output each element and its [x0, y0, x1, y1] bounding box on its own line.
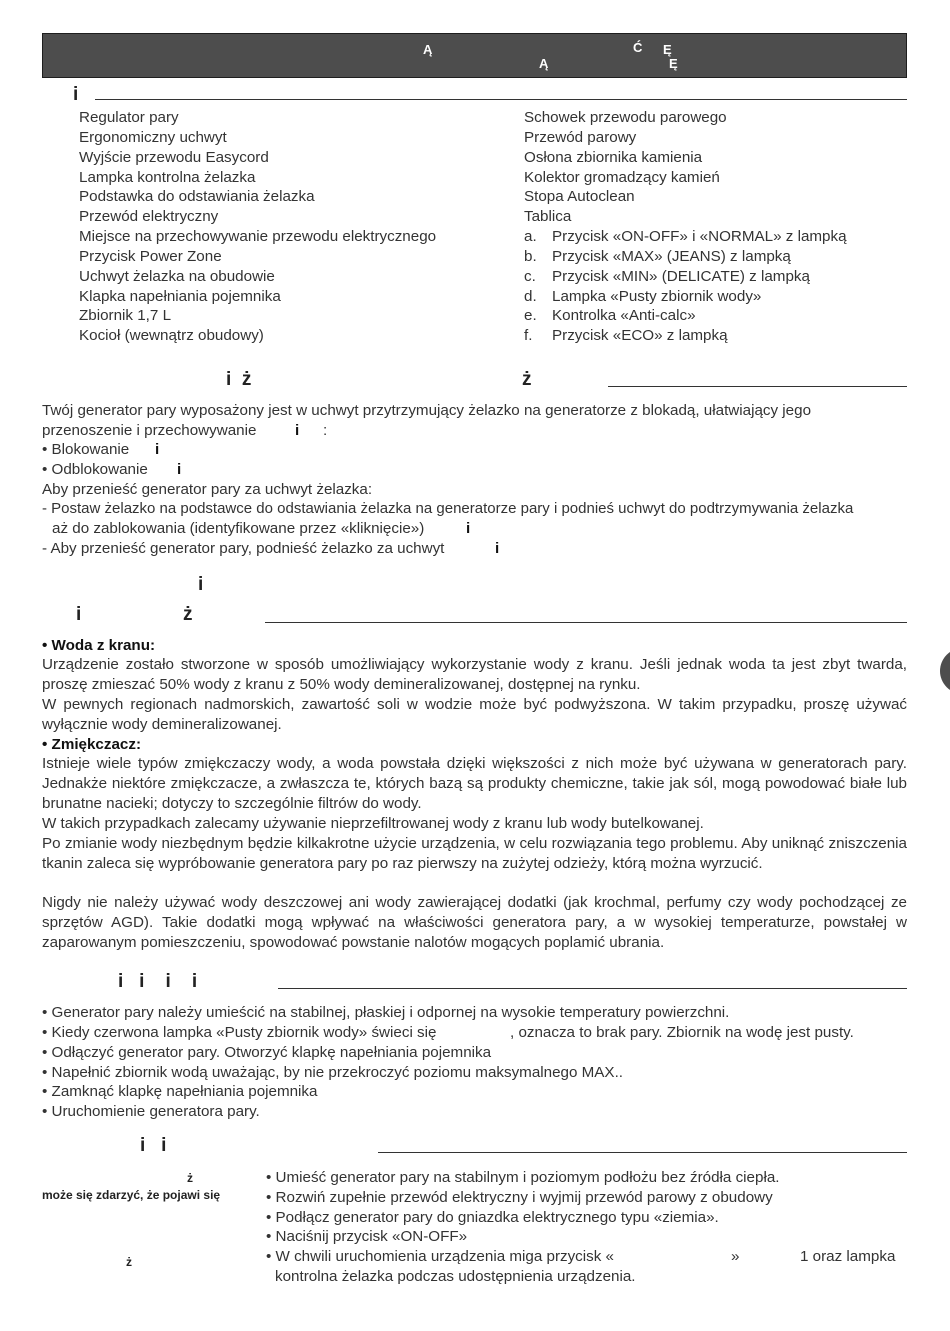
- part-item: Miejsce na przechowywanie przewodu elektrycznego: [79, 228, 437, 245]
- icon-ref: i: [495, 540, 500, 557]
- section-title: i: [198, 574, 204, 595]
- part-item: Kocioł (wewnątrz obudowy): [79, 327, 264, 344]
- header-char: Ę: [663, 42, 672, 57]
- section-rule: [95, 99, 907, 100]
- part-item: Wyjście przewodu Easycord: [79, 149, 269, 166]
- paragraph: Urządzenie zostało stworzone w sposób umożliwiający wykorzystanie wody z kranu. Jeśli jednak woda ta jest zbyt twarda, proszę zmieszać 50% wody z kranu z 50% wody demineralizowanej, dostępnej na rynku.: [42, 656, 907, 693]
- part-item: Regulator pary: [79, 109, 179, 126]
- panel-item-text: Przycisk «MIN» (DELICATE) z lampką: [552, 268, 810, 285]
- dash-item: aż do zablokowania (identyfikowane przez «kliknięcie»): [52, 520, 425, 537]
- paragraph: Po zmianie wody niezbędnym będzie kilkakrotne użycie urządzenia, w celu rozwiązania tego problemu. Aby uniknąć zniszczenia tkanin zaleca się wypróbowanie generatora pary po raz pierwszy na zużytej odzieży, którą można wyrzucić.: [42, 835, 907, 872]
- side-note: ż: [187, 1171, 193, 1185]
- bullet-item: kontrolna żelazka podczas udostępnienia urządzenia.: [275, 1268, 636, 1285]
- panel-item-text: Lampka «Pusty zbiornik wody»: [552, 288, 762, 305]
- panel-item-letter: e.: [524, 307, 537, 324]
- paragraph: Istnieje wiele typów zmiękczaczy wody, a woda powstała dzięki większości z nich może być używana w generatorach pary. Jednakże niektóre zmiękczacze, a zwłaszcza te, których bazą są produkty chemiczne, takie jak sól, mogą powodować białe lub brunatne nacieki; dotyczy to szczególnie filtrów do wody.: [42, 755, 907, 812]
- paragraph: przenoszenie i przechowywanie: [42, 422, 257, 439]
- bullet-item: • W chwili uruchomienia urządzenia miga przycisk «: [266, 1248, 615, 1265]
- part-item: Osłona zbiornika kamienia: [524, 149, 703, 166]
- panel-item-letter: d.: [524, 288, 537, 305]
- section-rule: [378, 1152, 907, 1153]
- icon-ref: i: [295, 422, 300, 439]
- section-title: ż: [183, 604, 193, 625]
- section-title: i: [76, 604, 82, 625]
- panel-item-text: Przycisk «ON-OFF» i «NORMAL» z lampką: [552, 228, 847, 245]
- subheading: • Zmiękczacz:: [42, 736, 142, 753]
- bullet-item: • Napełnić zbiornik wodą uważając, by nie przekroczyć poziomu maksymalnego MAX..: [42, 1064, 624, 1081]
- part-item: Schowek przewodu parowego: [524, 109, 727, 126]
- page-tab: [940, 648, 950, 694]
- panel-item-text: Kontrolka «Anti-calc»: [552, 307, 696, 324]
- part-item: Ergonomiczny uchwyt: [79, 129, 227, 146]
- bullet-item: »: [731, 1248, 740, 1265]
- bullet-item: • Zamknąć klapkę napełniania pojemnika: [42, 1083, 318, 1100]
- icon-ref: i: [155, 441, 160, 458]
- panel-item-letter: f.: [524, 327, 533, 344]
- part-item: Kolektor gromadzący kamień: [524, 169, 720, 186]
- section-title: i i: [140, 1135, 167, 1156]
- section-title: i ż: [226, 369, 252, 390]
- dash-item: - Aby przenieść generator pary, podnieść żelazko za uchwyt: [42, 540, 445, 557]
- part-item: Lampka kontrolna żelazka: [79, 169, 256, 186]
- part-item: Przewód elektryczny: [79, 208, 219, 225]
- bullet-item: • Naciśnij przycisk «ON-OFF»: [266, 1228, 468, 1245]
- panel-item-text: Przycisk «MAX» (JEANS) z lampką: [552, 248, 791, 265]
- header-char: Ą: [539, 56, 549, 71]
- part-item: Tablica: [524, 208, 572, 225]
- panel-item-letter: c.: [524, 268, 536, 285]
- header-char: Ą: [423, 42, 433, 57]
- bullet-item: • Rozwiń zupełnie przewód elektryczny i wyjmij przewód parowy z obudowy: [266, 1189, 773, 1206]
- part-item: Uchwyt żelazka na obudowie: [79, 268, 275, 285]
- part-item: Zbiornik 1,7 L: [79, 307, 172, 324]
- header-char: Ę: [669, 56, 678, 71]
- icon-ref: i: [177, 461, 182, 478]
- side-note: ż: [126, 1255, 132, 1269]
- side-note: może się zdarzyć, że pojawi się: [42, 1188, 221, 1202]
- bullet-item: • Odblokowanie: [42, 461, 148, 478]
- section-rule: [265, 622, 907, 623]
- header-banner: [42, 33, 907, 78]
- icon-ref: i: [466, 520, 471, 537]
- bullet-item: • Podłącz generator pary do gniazdka elektrycznego typu «ziemia».: [266, 1209, 719, 1226]
- bullet-item: • Generator pary należy umieścić na stabilnej, płaskiej i odpornej na wysokie temperatury powierzchni.: [42, 1004, 730, 1021]
- bullet-item: • Umieść generator pary na stabilnym i poziomym podłożu bez źródła ciepła.: [266, 1169, 780, 1186]
- section-title: ż: [522, 369, 532, 390]
- part-item: Stopa Autoclean: [524, 188, 635, 205]
- panel-item-letter: b.: [524, 248, 537, 265]
- dash-item: - Postaw żelazko na podstawce do odstawiania żelazka na generatorze pary i podnieś uchwyt do podtrzymywania żelazka: [42, 500, 854, 517]
- subheading: • Woda z kranu:: [42, 637, 156, 654]
- header-char: Ć: [633, 40, 643, 55]
- paragraph: W pewnych regionach nadmorskich, zawartość soli w wodzie może być podwyższona. W takim przypadku, proszę używać wyłącznie wody demineralizowanej.: [42, 696, 907, 733]
- part-item: Podstawka do odstawiania żelazka: [79, 188, 315, 205]
- section-title: i: [73, 84, 79, 105]
- section-rule: [278, 988, 907, 989]
- paragraph: :: [323, 422, 328, 439]
- panel-item-letter: a.: [524, 228, 537, 245]
- part-item: Klapka napełniania pojemnika: [79, 288, 281, 305]
- panel-item-text: Przycisk «ECO» z lampką: [552, 327, 728, 344]
- paragraph: Aby przenieść generator pary za uchwyt żelazka:: [42, 481, 373, 498]
- bullet-item: , oznacza to brak pary. Zbiornik na wodę jest pusty.: [510, 1024, 854, 1041]
- paragraph: Twój generator pary wyposażony jest w uchwyt przytrzymujący żelazko na generatorze z blokadą, ułatwiający jego: [42, 402, 812, 419]
- part-item: Przycisk Power Zone: [79, 248, 222, 265]
- section-title: i i i i: [118, 971, 198, 992]
- part-item: Przewód parowy: [524, 129, 637, 146]
- bullet-item: • Uruchomienie generatora pary.: [42, 1103, 260, 1120]
- section-rule: [608, 386, 907, 387]
- bullet-item: • Kiedy czerwona lampka «Pusty zbiornik wody» świeci się: [42, 1024, 437, 1041]
- paragraph: Nigdy nie należy używać wody deszczowej ani wody zawierającej dodatki (jak krochmal, perfumy czy wody pochodzącej ze sprzętów AGD). Takie dodatki mogą wpływać na właściwości generatora pary, a w wysokiej temperaturze, powstałej w zaparowanym pomieszczeniu, spowodować powstanie nalotów mogących poplamić ubrania.: [42, 894, 907, 951]
- bullet-item: • Blokowanie: [42, 441, 130, 458]
- paragraph: W takich przypadkach zalecamy używanie nieprzefiltrowanej wody z kranu lub wody butelkowanej.: [42, 815, 704, 832]
- bullet-item: • Odłączyć generator pary. Otworzyć klapkę napełniania pojemnika: [42, 1044, 492, 1061]
- bullet-item: 1 oraz lampka: [800, 1248, 896, 1265]
